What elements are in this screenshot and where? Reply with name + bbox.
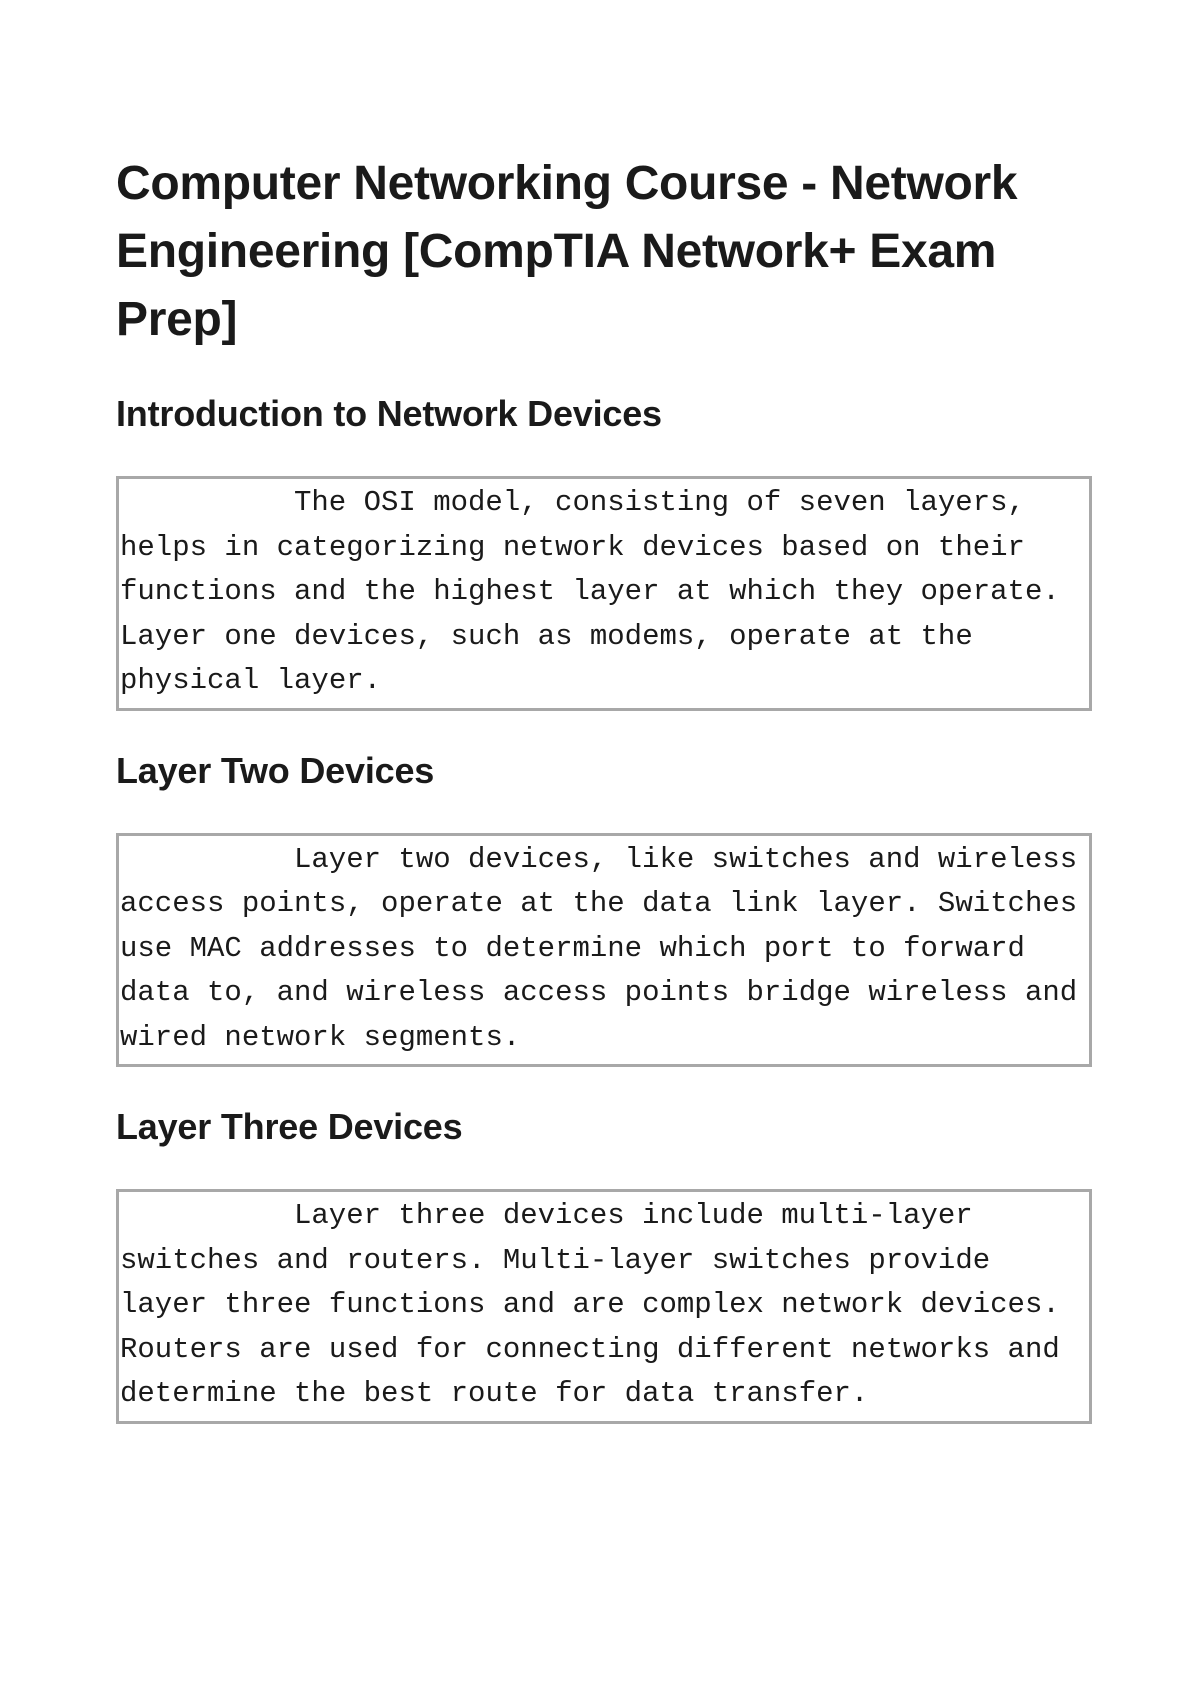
section-text-box [116,476,1092,711]
section-heading: Layer Two Devices [116,749,435,791]
section-body: The OSI model, consisting of seven layers, helps in categorizing network devices based on their functions and the highest layer at which they operate. Layer one devices, such as modems, operate at the physical layer. [120,486,1060,697]
document-page [116,150,1092,1462]
document-title: Computer Networking Course - Network Engineering [CompTIA Network+ Exam Prep] [116,157,1018,346]
section-text-box [116,1189,1092,1424]
section-body: Layer three devices include multi-layer switches and routers. Multi-layer switches provide layer three functions and are complex network devices. Routers are used for connecting different networks and determine the best route for data transfer. [120,1199,1060,1410]
section-text-box [116,833,1092,1068]
section-body: Layer two devices, like switches and wireless access points, operate at the data link layer. Switches use MAC addresses to determine which port to forward data to, and wireless access points bridge wireless and wired network segments. [120,842,1078,1054]
section-introduction [116,392,1092,711]
section-layer-two [116,749,1092,1068]
section-heading: Layer Three Devices [116,1106,463,1147]
section-layer-three [116,1105,1092,1424]
section-heading: Introduction to Network Devices [116,393,662,434]
